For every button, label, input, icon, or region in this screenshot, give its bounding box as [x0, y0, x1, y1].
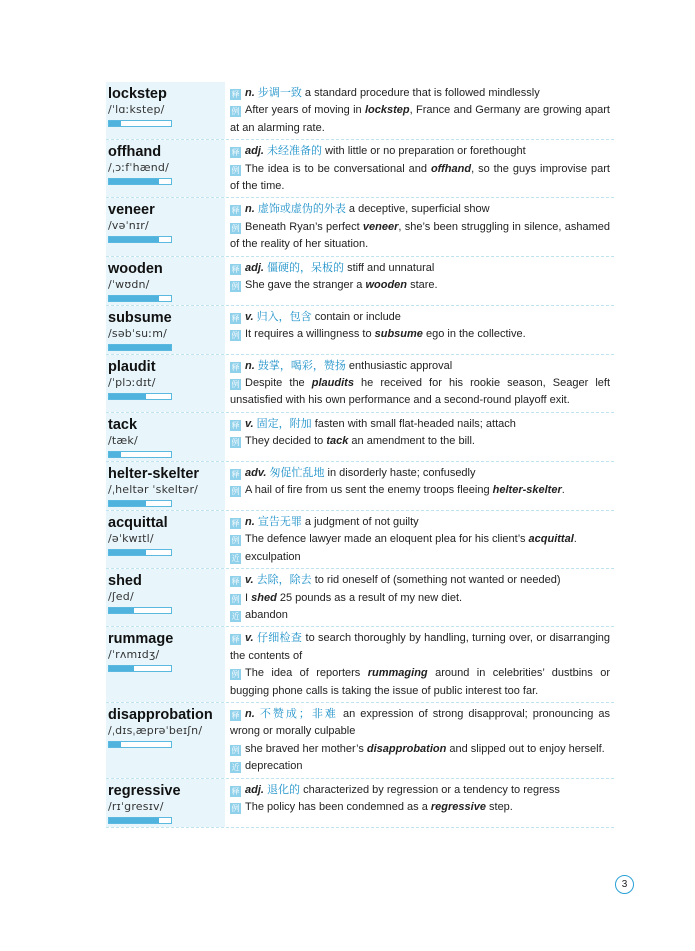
definition-cell	[225, 82, 614, 139]
headword: disapprobation	[108, 706, 213, 723]
word-cell	[106, 306, 225, 354]
example-line	[230, 102, 610, 137]
frequency-bar	[108, 120, 172, 127]
frequency-bar	[108, 607, 172, 614]
headword: tack	[108, 416, 138, 433]
example-keyword: shed	[251, 591, 277, 604]
definition-line	[230, 416, 610, 433]
example-text: she braved her mother’s	[245, 742, 367, 755]
headword: helter-skelter	[108, 465, 200, 482]
example-tag-icon: 例	[231, 536, 240, 546]
phonetic: /ʃed/	[108, 590, 134, 604]
english-definition: to search thoroughly by handling, turning over, or disarranging the contents of	[230, 632, 611, 662]
example-line	[230, 799, 610, 816]
definition-line	[230, 465, 610, 482]
synonym-line	[230, 549, 610, 566]
frequency-bar-fill	[109, 394, 146, 399]
example-tag-icon: 例	[231, 594, 240, 604]
example-tag-icon: 例	[231, 380, 240, 390]
example-tag-icon: 例	[231, 487, 240, 497]
definition-tag-icon: 释	[231, 206, 240, 216]
frequency-bar	[108, 665, 172, 672]
example-line	[230, 375, 610, 410]
synonym-tag-icon: 近	[231, 763, 240, 773]
chinese-definition: 宣告无罪	[257, 515, 302, 528]
definition-line	[230, 782, 610, 799]
frequency-bar	[108, 741, 172, 748]
example-text: The defence lawyer made an eloquent plea for his client’s	[245, 533, 529, 546]
example-text: , she’s been struggling in silence, ashamed of the reality of her situation.	[230, 220, 610, 251]
definition-cell	[225, 413, 614, 461]
vocab-entry	[106, 355, 614, 413]
english-definition: an expression of strong disapproval; pronouncing as wrong or morally culpable	[230, 707, 611, 738]
word-cell	[106, 355, 225, 412]
frequency-bar-fill	[109, 345, 171, 350]
example-text: Despite the	[245, 377, 312, 390]
headword: plaudit	[108, 358, 156, 375]
definition-tag-icon: 释	[231, 264, 240, 274]
synonym-tag-icon: 近	[231, 611, 240, 621]
chinese-definition: 固定，附加	[256, 417, 312, 430]
vocab-table	[106, 82, 614, 828]
frequency-bar-fill	[109, 550, 146, 555]
headword: wooden	[108, 260, 163, 277]
part-of-speech: v.	[245, 632, 254, 645]
definition-line	[230, 309, 610, 326]
word-cell	[106, 511, 225, 568]
example-line	[230, 219, 610, 254]
example-text: .	[561, 484, 565, 497]
part-of-speech: n.	[245, 87, 255, 99]
headword: veneer	[108, 202, 155, 219]
frequency-bar-fill	[109, 742, 121, 747]
definition-tag-icon: 释	[231, 577, 240, 587]
synonym-line	[230, 758, 610, 775]
definition-cell	[225, 627, 614, 702]
synonym-tag-icon: 近	[231, 553, 240, 563]
phonetic: /ˈlɑːkstep/	[108, 103, 165, 116]
example-keyword: disapprobation	[366, 742, 447, 755]
headword: shed	[108, 573, 142, 590]
phonetic: /ˈrʌmɪdʒ/	[108, 648, 160, 662]
example-line	[230, 482, 610, 499]
definition-tag-icon: 释	[231, 635, 240, 645]
chinese-definition: 未经准备的	[267, 145, 323, 158]
example-tag-icon: 例	[231, 745, 240, 755]
definition-line	[230, 630, 610, 665]
example-tag-icon: 例	[231, 670, 240, 680]
phonetic: /ˈwʊdn/	[108, 277, 150, 291]
headword: subsume	[108, 309, 172, 326]
example-tag-icon: 例	[231, 165, 240, 175]
example-text: he received for his rookie season, Seager left unsatisfied with his own performance and a second-round playoff exit.	[230, 377, 611, 407]
definition-line	[230, 572, 610, 589]
chinese-definition: 匆促忙乱地	[269, 466, 325, 479]
example-tag-icon: 例	[231, 438, 240, 448]
chinese-definition: 步调一致	[257, 87, 302, 99]
definition-line	[230, 358, 610, 375]
vocab-entry	[106, 569, 614, 627]
vocab-entry	[106, 140, 614, 198]
part-of-speech: n.	[245, 707, 255, 720]
example-text: She gave the stranger a	[245, 279, 366, 292]
example-line	[230, 531, 610, 548]
headword: offhand	[108, 144, 162, 161]
definition-cell	[225, 569, 614, 626]
definition-cell	[225, 355, 614, 412]
example-line	[230, 161, 610, 196]
example-text: around in celebrities’ dustbins or bugging phone calls is taking the issue of public interest too far.	[230, 667, 610, 697]
phonetic: /ˈplɔːdɪt/	[108, 375, 156, 389]
word-cell	[106, 462, 225, 510]
definition-tag-icon: 释	[231, 362, 240, 372]
english-definition: to rid oneself of (something not wanted or needed)	[311, 574, 561, 587]
example-text: After years of moving in	[245, 104, 365, 117]
frequency-bar-fill	[109, 121, 121, 126]
definition-tag-icon: 释	[231, 313, 240, 323]
definition-tag-icon: 释	[231, 710, 240, 720]
english-definition: a deceptive, superficial show	[345, 203, 490, 216]
chinese-definition: 不赞成；非难	[259, 707, 338, 720]
english-definition: in disorderly haste; confusedly	[324, 466, 476, 479]
example-line	[230, 433, 610, 450]
word-cell	[106, 82, 225, 139]
example-text: ego in the collective.	[422, 328, 526, 341]
part-of-speech: adj.	[245, 145, 264, 158]
example-keyword: plaudits	[311, 377, 354, 390]
vocab-entry	[106, 462, 614, 511]
headword: acquittal	[108, 514, 168, 531]
part-of-speech: n.	[245, 359, 255, 372]
part-of-speech: adv.	[245, 466, 267, 479]
chinese-definition: 僵硬的，呆板的	[267, 261, 345, 274]
definition-tag-icon: 释	[231, 420, 240, 430]
vocab-entry	[106, 779, 614, 828]
example-text: I	[245, 591, 252, 604]
frequency-bar	[108, 393, 172, 400]
example-keyword: regressive	[430, 800, 486, 813]
example-tag-icon: 例	[231, 803, 240, 813]
definition-cell	[225, 462, 614, 510]
phonetic: /vəˈnɪr/	[108, 219, 149, 233]
example-text: The policy has been condemned as a	[245, 800, 431, 813]
word-cell	[106, 703, 225, 778]
word-cell	[106, 257, 225, 305]
vocab-entry	[106, 413, 614, 462]
frequency-bar	[108, 295, 172, 302]
english-definition: fasten with small flat-headed nails; attach	[311, 417, 516, 430]
frequency-bar	[108, 451, 172, 458]
definition-tag-icon: 释	[231, 518, 240, 528]
example-text: Beneath Ryan’s perfect	[245, 220, 363, 233]
english-definition: with little or no preparation or forethought	[322, 145, 526, 158]
word-cell	[106, 779, 225, 827]
vocab-entry	[106, 257, 614, 306]
frequency-bar	[108, 236, 172, 243]
definition-tag-icon: 释	[231, 469, 240, 479]
example-line	[230, 741, 610, 758]
definition-cell	[225, 703, 614, 778]
phonetic: /səbˈsuːm/	[108, 326, 168, 340]
part-of-speech: n.	[245, 203, 255, 216]
example-keyword: rummaging	[367, 667, 428, 680]
page-number: 3	[615, 875, 634, 894]
chinese-definition: 鼓掌，喝彩，赞扬	[257, 359, 346, 372]
vocab-entry	[106, 306, 614, 355]
part-of-speech: v.	[245, 417, 254, 430]
frequency-bar-fill	[109, 296, 159, 301]
example-line	[230, 590, 610, 607]
synonym-text: deprecation	[245, 760, 303, 773]
frequency-bar	[108, 500, 172, 507]
part-of-speech: n.	[245, 515, 255, 528]
chinese-definition: 虚饰或虚伪的外表	[257, 203, 346, 216]
english-definition: a judgment of not guilty	[301, 515, 419, 528]
english-definition: a standard procedure that is followed mindlessly	[301, 87, 540, 99]
definition-line	[230, 201, 610, 218]
example-text: The idea is to be conversational and	[245, 162, 431, 175]
part-of-speech: adj.	[245, 261, 264, 274]
example-text: step.	[485, 800, 513, 813]
example-keyword: wooden	[365, 279, 408, 292]
example-text: They decided to	[245, 435, 327, 448]
vocab-entry	[106, 198, 614, 256]
example-line	[230, 665, 610, 700]
frequency-bar-fill	[109, 237, 159, 242]
word-cell	[106, 140, 225, 197]
definition-tag-icon: 释	[231, 786, 240, 796]
headword: rummage	[108, 631, 174, 648]
frequency-bar-fill	[109, 608, 134, 613]
part-of-speech: v.	[245, 574, 254, 587]
example-text: 25 pounds as a result of my new diet.	[276, 591, 463, 604]
example-text: and slipped out to enjoy herself.	[446, 742, 605, 755]
example-text: The idea of reporters	[245, 667, 368, 680]
example-tag-icon: 例	[231, 223, 240, 233]
definition-cell	[225, 140, 614, 197]
phonetic: /rɪˈgresɪv/	[108, 799, 164, 813]
frequency-bar	[108, 817, 172, 824]
synonym-text: exculpation	[245, 550, 301, 563]
chinese-definition: 退化的	[267, 783, 301, 796]
english-definition: stiff and unnatural	[344, 261, 435, 274]
phonetic: /ˌɔːfˈhænd/	[108, 161, 170, 175]
word-cell	[106, 198, 225, 255]
phonetic: /tæk/	[108, 433, 138, 447]
part-of-speech: v.	[245, 310, 254, 323]
frequency-bar	[108, 178, 172, 185]
definition-line	[230, 260, 610, 277]
chinese-definition: 仔细检查	[256, 632, 303, 645]
word-cell	[106, 569, 225, 626]
definition-line	[230, 514, 610, 531]
example-keyword: acquittal	[528, 533, 574, 546]
vocab-entry	[106, 511, 614, 569]
word-cell	[106, 413, 225, 461]
example-text: , France and Germany are growing apart at an alarming rate.	[230, 104, 610, 134]
example-text: , so the guys improvise part of the time.	[230, 162, 610, 193]
english-definition: contain or include	[311, 310, 401, 323]
part-of-speech: adj.	[245, 783, 264, 796]
vocab-entry	[106, 627, 614, 703]
example-keyword: offhand	[430, 162, 472, 175]
english-definition: enthusiastic approval	[345, 359, 453, 372]
phonetic: /ˌheltər ˈskeltər/	[108, 482, 199, 496]
example-text: A hail of fire from us sent the enemy troops fleeing	[245, 484, 493, 497]
chinese-definition: 归入，包含	[256, 310, 312, 323]
example-keyword: lockstep	[364, 104, 410, 117]
frequency-bar	[108, 549, 172, 556]
frequency-bar-fill	[109, 666, 134, 671]
definition-line	[230, 706, 610, 741]
example-tag-icon: 例	[231, 282, 240, 292]
definition-line	[230, 85, 610, 102]
example-tag-icon: 例	[231, 107, 240, 117]
example-tag-icon: 例	[231, 331, 240, 341]
definition-line	[230, 143, 610, 160]
definition-cell	[225, 257, 614, 305]
english-definition: characterized by regression or a tendency to regress	[300, 783, 560, 796]
example-line	[230, 277, 610, 294]
phonetic: /əˈkwɪtl/	[108, 531, 154, 545]
synonym-line	[230, 607, 610, 624]
example-text: an amendment to the bill.	[348, 435, 475, 448]
example-text: It requires a willingness to	[245, 328, 375, 341]
chinese-definition: 去除，除去	[256, 574, 312, 587]
example-text: .	[573, 533, 577, 546]
example-keyword: helter-skelter	[492, 484, 562, 497]
definition-cell	[225, 511, 614, 568]
definition-cell	[225, 779, 614, 827]
frequency-bar	[108, 344, 172, 351]
example-keyword: tack	[326, 435, 349, 448]
headword: regressive	[108, 782, 181, 799]
definition-cell	[225, 198, 614, 255]
phonetic: /ˌdɪsˌæprəˈbeɪʃn/	[108, 723, 203, 737]
frequency-bar-fill	[109, 179, 159, 184]
example-line	[230, 326, 610, 343]
example-keyword: veneer	[362, 220, 399, 233]
headword: lockstep	[108, 86, 167, 102]
example-keyword: subsume	[374, 328, 423, 341]
definition-tag-icon: 释	[231, 90, 240, 99]
word-cell	[106, 627, 225, 702]
frequency-bar-fill	[109, 501, 146, 506]
synonym-text: abandon	[245, 608, 288, 621]
frequency-bar-fill	[109, 818, 159, 823]
definition-tag-icon: 释	[231, 148, 240, 158]
vocab-entry	[106, 82, 614, 140]
definition-cell	[225, 306, 614, 354]
vocab-entry	[106, 703, 614, 779]
frequency-bar-fill	[109, 452, 121, 457]
example-text: stare.	[407, 279, 438, 292]
